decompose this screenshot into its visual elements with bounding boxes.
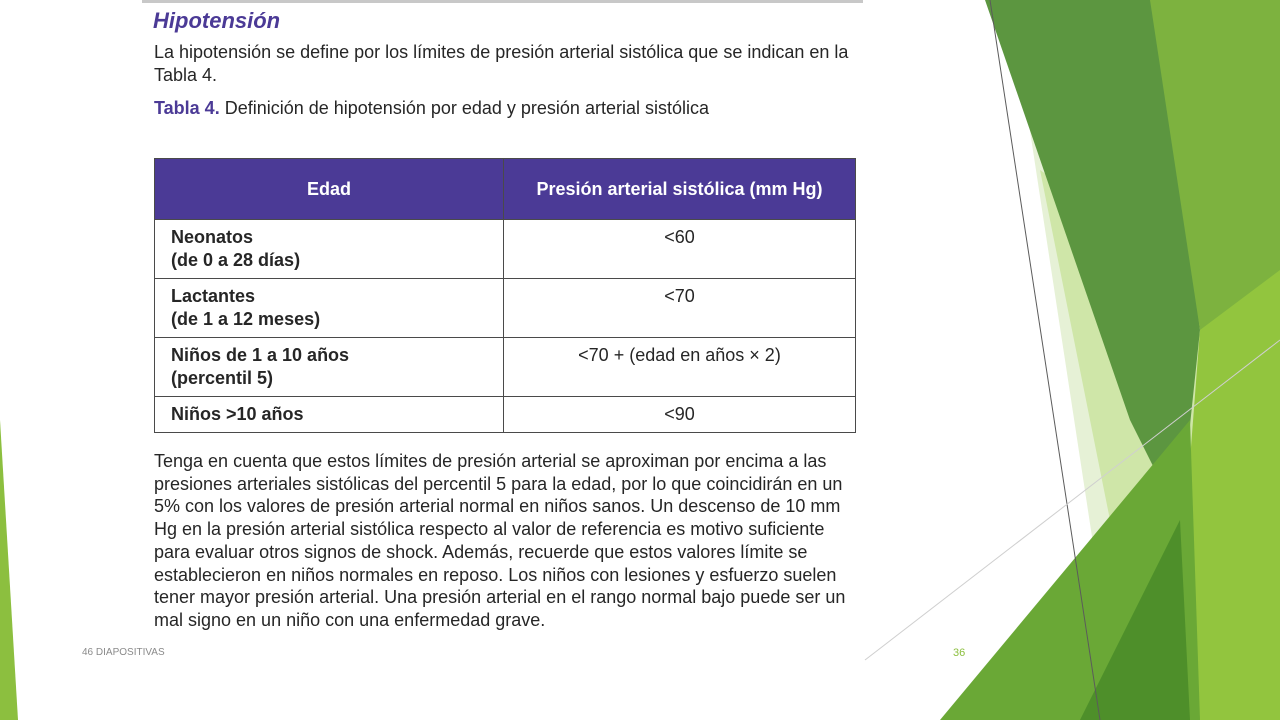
left-green-shape [0,420,18,720]
header-age: Edad [155,159,504,220]
table-caption [154,97,854,120]
age-line2: (percentil 5) [171,368,274,388]
document-image [142,0,863,720]
table-row [155,279,856,338]
note-paragraph: Tenga en cuenta que estos límites de presión arterial se aproximan por encima a las presiones arteriales sistólicas del percentil 5 para la edad, por lo que coincidirán en un 5% con los valores de presión arterial normal en niños sanos. Un descenso de 10 mm Hg en la presión arterial sistólica respecto al valor de referencia es motivo suficiente para evaluar otros signos de shock. Además, recuerde que estos valores límite se establecieron en niños normales en reposo. Los niños con lesiones y esfuerzo suelen tener mayor presión arterial. Una presión arterial en el rango normal bajo puede ser un mal signo en un niño con una enfermedad grave. [154,451,846,630]
age-cell [155,279,504,338]
pressure-cell: <70 [504,279,856,338]
age-cell [155,397,504,433]
age-line1: Neonatos [171,227,254,247]
table-row [155,220,856,279]
caption-label: Tabla 4. [154,98,220,118]
pressure-cell: <60 [504,220,856,279]
age-cell [155,220,504,279]
document-title: Hipotensión [153,8,281,33]
table-row [155,397,856,433]
footer-slide-number: 36 [953,647,966,659]
age-cell [155,338,504,397]
footer-slide-count: 46 DIAPOSITIVAS [82,647,165,658]
age-line1: Niños >10 años [171,404,304,424]
hypotension-table [154,158,856,433]
age-line1: Lactantes [171,286,256,306]
document-top-border [142,0,863,3]
age-line1: Niños de 1 a 10 años [171,345,350,365]
pressure-cell: <90 [504,397,856,433]
header-pressure: Presión arterial sistólica (mm Hg) [504,159,856,220]
table-row [155,338,856,397]
intro-paragraph: La hipotensión se define por los límites de presión arterial sistólica que se indican en la Tabla 4. [154,42,849,85]
age-line2: (de 1 a 12 meses) [171,309,321,329]
caption-text: Definición de hipotensión por edad y presión arterial sistólica [219,98,709,118]
age-line2: (de 0 a 28 días) [171,250,301,270]
pressure-cell: <70 + (edad en años × 2) [504,338,856,397]
